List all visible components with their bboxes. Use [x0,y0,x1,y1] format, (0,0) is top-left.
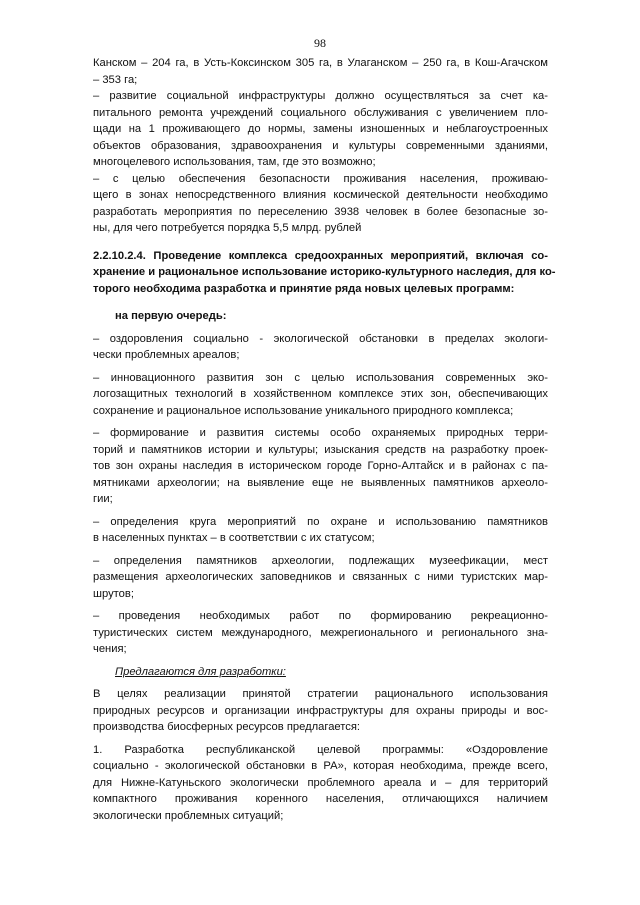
text-line: размещения археологических заповедников и связанных с ними туристских мар- [93,571,548,583]
page-number: 98 [314,36,326,50]
text-line: для Нижне-Катуньского экологически проблемного ареала и – для территорий [93,776,548,789]
text-line: – инновационного развития зон с целью использования современных эко- [93,371,548,384]
text-line: логозащитных технологий в хозяйственном комплексе этих зон, обеспечивающих [93,388,548,400]
text-line: экологически проблемных ситуаций; [93,809,284,822]
text-line: туристических систем международного, межрегионального и регионального зна- [93,626,548,639]
list-item [93,608,548,658]
list-item [93,514,548,547]
text-line: хранение и рациональное использование историко-культурного наследия, для ко- [93,266,556,278]
text-line: торого необходима разработка и принятие ряда новых целевых программ: [93,282,515,295]
text-line: разработать мероприятия по переселению 3938 человек в более безопасные зо- [93,205,548,218]
text-line: щего в зонах непосредственного влияния космической деятельности необходимо [93,189,548,201]
text-line: мятниками археологии; на выявление еще не выявленных памятников археоло- [93,476,548,489]
text-line: шрутов; [93,587,134,600]
proposed-intro-paragraph [93,686,548,736]
list-item [93,425,548,508]
text-line: – формирование и развития системы особо охраняемых природных терри- [93,427,548,439]
text-line: – оздоровления социально - экологической обстановки в пределах экологи- [93,332,548,345]
list-item [93,331,548,364]
text-line: 2.2.10.2.4. Проведение комплекса средоохранных мероприятий, включая со- [93,249,548,262]
text-line: питального ремонта учреждений социального обслуживания с увеличением пло- [93,106,548,119]
first-priority-title: на первую очередь: [115,310,227,322]
text-line: Канском – 204 га, в Усть-Коксинском 305 га, в Улаганском – 250 га, в Кош-Агачском [93,57,548,69]
proposed-title: Предлагаются для разработки: [115,665,286,678]
text-line: торий и памятников истории и культуры; изыскания средств на разработку проек- [93,443,548,456]
safety-paragraph [93,171,548,237]
text-line: щади на 1 проживающего до нормы, замены изношенных и неблагоустроенных [93,123,548,135]
text-line: объектов образования, здравоохранения и культуры современными зданиями, [93,139,548,152]
list-item [93,553,548,603]
document-body [93,55,556,824]
text-line: в населенных пунктах – в соответствии с их статусом; [93,532,375,544]
text-line: – определения круга мероприятий по охране и использованию памятников [93,515,548,528]
text-line: производства биосферных ресурсов предлагается: [93,721,361,733]
text-line: – развитие социальной инфраструктуры должно осуществляться за счет ка- [93,90,548,102]
text-line: – 353 га; [93,73,138,86]
text-line: В целях реализации принятой стратегии рационального использования [93,688,548,700]
text-line: социально - экологической обстановки в РА», которая необходима, прежде всего, [93,760,548,772]
text-line: 1. Разработка республиканской целевой программы: «Оздоровление [93,743,548,756]
text-line: многоцелевого использования, там, где это возможно; [93,156,376,168]
text-line: природных ресурсов и организации инфраструктуры для охраны природы и вос- [93,704,548,717]
text-line: – определения памятников археологии, подлежащих музеефикации, мест [93,554,548,567]
list-item [93,370,548,420]
text-line: – с целью обеспечения безопасности проживания населения, проживаю- [93,172,548,185]
text-line: гии; [93,493,113,505]
text-line: – проведения необходимых работ по формированию рекреационно- [93,610,548,622]
text-line: тов зон охраны наследия в историческом городе Горно-Алтайск и в районах с па- [93,460,548,472]
text-line: компактного проживания коренного населения, отличающихся наличием [93,793,548,805]
intro-paragraph [93,55,548,88]
section-heading [93,248,556,298]
proposed-title-line [93,664,548,681]
text-line: сохранение и рациональное использование уникального природного комплекса; [93,404,514,417]
program-item-1 [93,742,548,825]
text-line: чения; [93,643,127,655]
text-line: ны, для чего потребуется порядка 5,5 млрд. рублей [93,222,362,234]
text-line: чески проблемных ареалов; [93,349,240,361]
social-infrastructure-paragraph [93,88,548,171]
